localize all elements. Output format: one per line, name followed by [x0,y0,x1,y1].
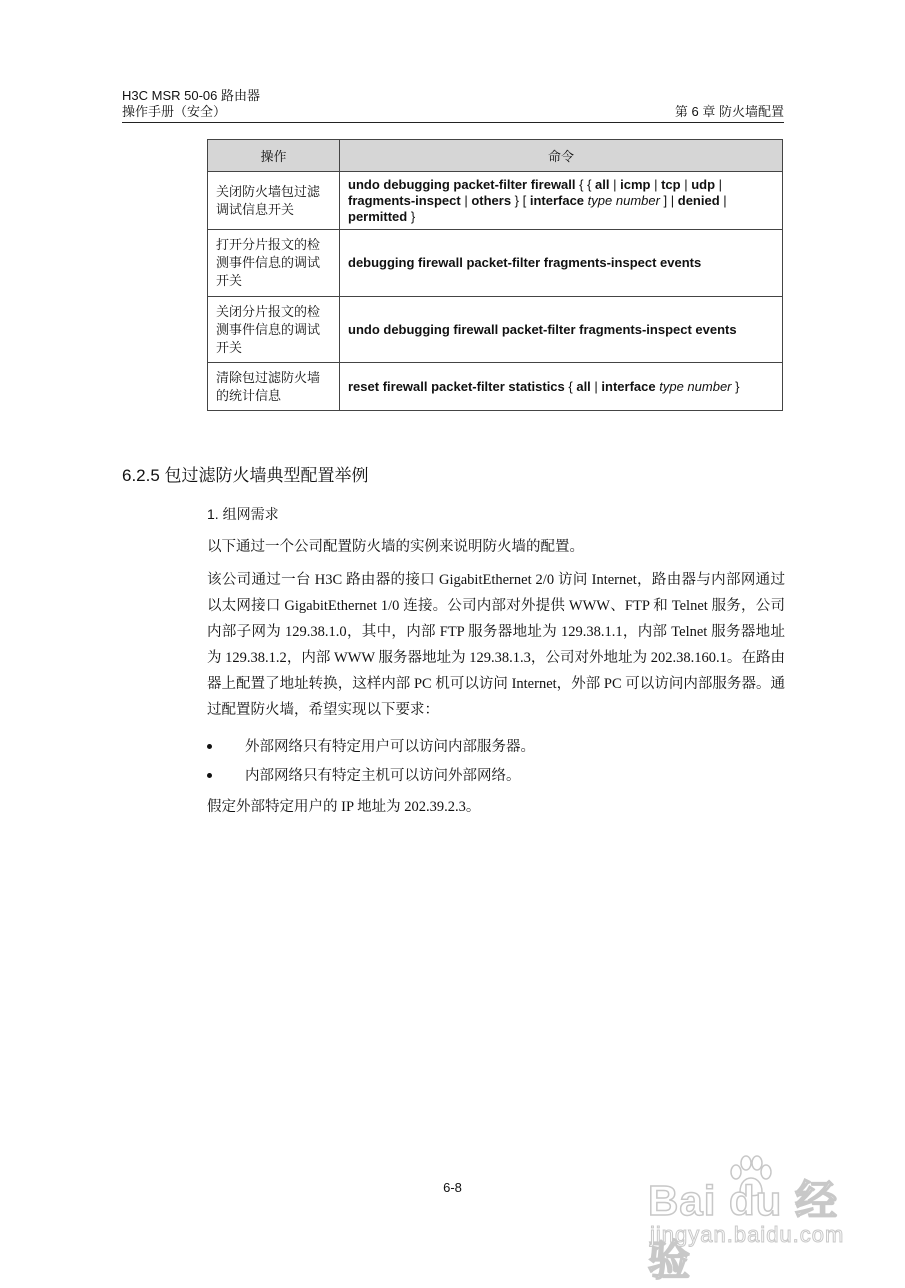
page-number: 6-8 [443,1180,462,1195]
column-header-operation: 操作 [208,140,340,172]
command-cell: undo debugging firewall packet-filter fragments-inspect events [340,297,783,363]
bullet-icon [207,744,212,749]
command-table [207,139,783,411]
list-item-text: 内部网络只有特定主机可以访问外部网络。 [245,768,521,784]
section-title: 6.2.5 包过滤防火墙典型配置举例 [122,466,369,485]
header-product: H3C MSR 50-06 路由器 [122,88,260,103]
list-item-text: 外部网络只有特定用户可以访问内部服务器。 [245,739,535,755]
table-row [208,230,783,297]
watermark-url: jingyan.baidu.com [650,1222,845,1247]
subsection-title: 1. 组网需求 [207,506,279,522]
list-item [207,736,707,758]
table-row [208,297,783,363]
header-rule [122,122,784,123]
table-row [208,172,783,230]
operation-cell: 关闭防火墙包过滤调试信息开关 [208,172,340,230]
operation-cell: 清除包过滤防火墙的统计信息 [208,363,340,411]
closing-paragraph: 假定外部特定用户的 IP 地址为 202.39.2.3。 [207,799,481,815]
baidu-watermark [648,1168,848,1284]
column-header-command: 命令 [340,140,783,172]
intro-paragraph: 以下通过一个公司配置防火墙的实例来说明防火墙的配置。 [207,539,584,555]
header-chapter: 第 6 章 防火墙配置 [674,104,784,119]
operation-cell: 关闭分片报文的检测事件信息的调试开关 [208,297,340,363]
operation-cell: 打开分片报文的检测事件信息的调试开关 [208,230,340,297]
bullet-icon [207,773,212,778]
table-header-row [208,140,783,172]
command-cell: reset firewall packet-filter statistics { all | interface type number } [340,363,783,411]
header-manual: 操作手册（安全） [122,104,227,119]
command-cell: debugging firewall packet-filter fragments-inspect events [340,230,783,297]
list-item [207,765,707,787]
watermark-logo: Bai du 经验 [648,1177,839,1284]
command-cell: undo debugging packet-filter firewall { { all | icmp | tcp | udp | fragments-inspect | others } [ interface type number ] | denied | permitted } [340,172,783,230]
table-row [208,363,783,411]
body-paragraph: 该公司通过一台 H3C 路由器的接口 GigabitEthernet 2/0 访问 Internet，路由器与内部网通过以太网接口 GigabitEthernet 1/0 连接。公司内部对外提供 WWW、FTP 和 Telnet 服务，公司内部子网为 129.38.1.0，其中，内部 FTP 服务器地址为 129.38.1.1，内部 Telnet 服务器地址为 129.38.1.2，内部 WWW 服务器地址为 129.38.1.3，公司对外地址为 202.38.160.1。在路由器上配置了地址转换，这样内部 PC 机可以访问 Internet，外部 PC 可以访问内部服务器。通过配置防火墙，希望实现以下要求： [207,572,785,718]
